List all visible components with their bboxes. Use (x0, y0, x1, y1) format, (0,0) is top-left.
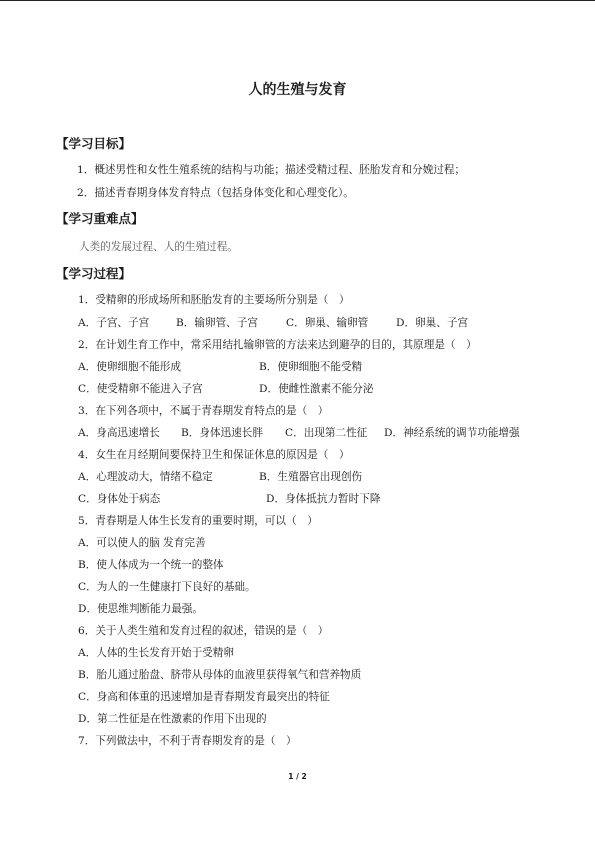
question-3-option-c: C．出现第二性征 (285, 427, 368, 439)
question-6-option-b: B．胎儿通过胎盘、脐带从母体的血液里获得氧气和营养物质 (78, 669, 362, 681)
question-1-stem: 1．受精卵的形成场所和胚胎发育的主要场所分别是（ ） (78, 294, 350, 306)
question-5-option-a: A．可以使人的脑 发育完善 (78, 537, 206, 549)
question-1-option-b: B．输卵管、子宫 (176, 317, 258, 329)
question-4-option-d: D．身体抵抗力暂时下降 (266, 493, 381, 505)
question-5-stem: 5．青春期是人体生长发育的重要时期，可以（ ） (78, 515, 318, 527)
question-2-stem: 2．在计划生育工作中，常采用结扎输卵管的方法来达到避孕的目的，其原理是（ ） (78, 339, 477, 351)
question-6-option-d: D．第二性征是在性激素的作用下出现的 (78, 713, 267, 725)
section-heading-goals: 【学习目标】 (56, 136, 132, 151)
question-5-option-d: D．使思维判断能力最强。 (78, 603, 204, 615)
question-6-option-c: C．身高和体重的迅速增加是青春期发育最突出的特征 (78, 691, 330, 703)
question-3-option-d: D．神经系统的调节功能增强 (384, 427, 520, 439)
goal-item-1: 1．概述男性和女性生殖系统的结构与功能；描述受精过程、胚胎发育和分娩过程； (77, 164, 466, 176)
question-5-option-c: C．为人的一生健康打下良好的基础。 (78, 581, 256, 593)
section-heading-process: 【学习过程】 (56, 266, 132, 281)
question-6-stem: 6．关于人类生殖和发育过程的叙述，错误的是（ ） (78, 625, 329, 637)
document-title: 人的生殖与发育 (248, 82, 347, 98)
question-3-option-a: A．身高迅速增长 (78, 427, 160, 439)
question-4-option-a: A．心理波动大，情绪不稳定 (78, 471, 213, 483)
question-1-option-c: C．卵巢、输卵管 (286, 317, 369, 329)
question-4-option-b: B．生殖器官出现创伤 (259, 471, 363, 483)
question-2-option-d: D．使雌性激素不能分泌 (259, 383, 374, 395)
question-4-option-c: C．身体处于病态 (78, 493, 161, 505)
question-4-stem: 4．女生在月经期间要保持卫生和保证休息的原因是（ ） (78, 449, 350, 461)
key-points-text: 人类的发展过程、人的生殖过程。 (79, 241, 238, 253)
question-2-option-c: C．使受精卵不能进入子宫 (78, 383, 203, 395)
question-2-option-a: A．使卵细胞不能形成 (78, 361, 181, 373)
top-rule (0, 0, 595, 1)
question-1-option-a: A．子宫、子宫 (78, 317, 150, 329)
question-2-option-b: B．使卵细胞不能受精 (259, 361, 363, 373)
question-7-stem: 7．下列做法中，不利于青春期发育的是（ ） (78, 735, 297, 747)
section-heading-key-points: 【学习重难点】 (56, 211, 144, 226)
page-number: 1 / 2 (288, 772, 307, 781)
question-6-option-a: A．人体的生长发育开始于受精卵 (78, 647, 234, 659)
question-3-option-b: B．身体迅速长胖 (181, 427, 263, 439)
question-5-option-b: B．使人体成为一个统一的整体 (78, 559, 224, 571)
goal-item-2: 2．描述青春期身体发育特点（包括身体变化和心理变化）。 (77, 187, 354, 199)
question-1-option-d: D．卵巢、子宫 (396, 317, 469, 329)
question-3-stem: 3．在下列各项中，不属于青春期发育特点的是（ ） (78, 405, 329, 417)
